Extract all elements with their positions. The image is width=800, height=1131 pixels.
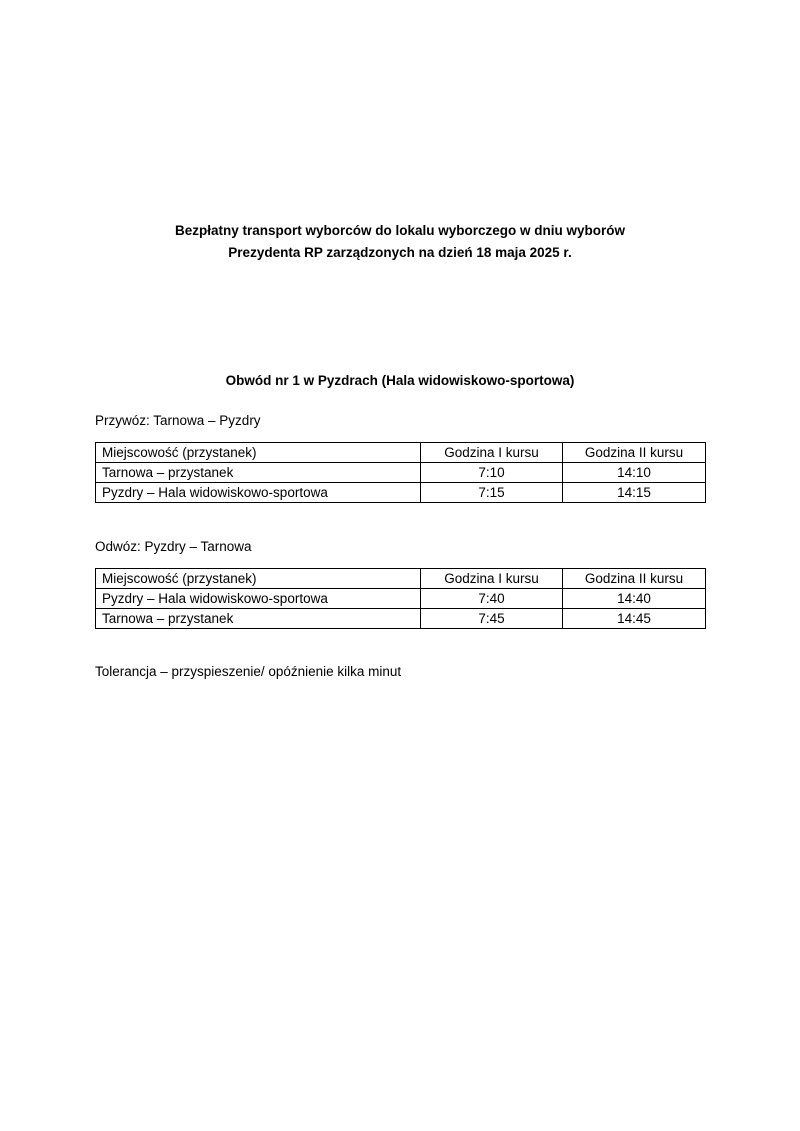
- cell-location: Pyzdry – Hala widowiskowo-sportowa: [96, 483, 421, 503]
- table-header-row: [96, 569, 706, 589]
- cell-time-course-1: 7:40: [421, 589, 563, 609]
- table-row: [96, 463, 706, 483]
- cell-time-course-2: 14:10: [563, 463, 706, 483]
- document-title-line-2: Prezydenta RP zarządzonych na dzień 18 maja 2025 r.: [228, 245, 572, 260]
- cell-time-course-1: 7:45: [421, 609, 563, 629]
- cell-time-course-2: 14:45: [563, 609, 706, 629]
- przywoz-table: [95, 442, 706, 503]
- header-cell-course-1: Godzina I kursu: [421, 569, 563, 589]
- cell-location: Pyzdry – Hala widowiskowo-sportowa: [96, 589, 421, 609]
- section-title: Obwód nr 1 w Pyzdrach (Hala widowiskowo-sportowa): [225, 373, 575, 388]
- cell-location: Tarnowa – przystanek: [96, 463, 421, 483]
- przywoz-label: Przywóz: Tarnowa – Pyzdry: [95, 413, 261, 428]
- header-cell-course-1: Godzina I kursu: [421, 443, 563, 463]
- table-row: [96, 609, 706, 629]
- tolerance-note: Tolerancja – przyspieszenie/ opóźnienie kilka minut: [95, 664, 402, 679]
- table-row: [96, 483, 706, 503]
- document-title: [0, 220, 800, 264]
- cell-location: Tarnowa – przystanek: [96, 609, 421, 629]
- table-header-row: [96, 443, 706, 463]
- cell-time-course-1: 7:10: [421, 463, 563, 483]
- cell-time-course-2: 14:15: [563, 483, 706, 503]
- cell-time-course-2: 14:40: [563, 589, 706, 609]
- odwoz-label: Odwóz: Pyzdry – Tarnowa: [95, 539, 252, 554]
- odwoz-table: [95, 568, 706, 629]
- header-cell-location: Miejscowość (przystanek): [96, 443, 421, 463]
- document-title-line-1: Bezpłatny transport wyborców do lokalu wyborczego w dniu wyborów: [174, 223, 626, 238]
- header-cell-location: Miejscowość (przystanek): [96, 569, 421, 589]
- header-cell-course-2: Godzina II kursu: [563, 569, 706, 589]
- table-row: [96, 589, 706, 609]
- header-cell-course-2: Godzina II kursu: [563, 443, 706, 463]
- cell-time-course-1: 7:15: [421, 483, 563, 503]
